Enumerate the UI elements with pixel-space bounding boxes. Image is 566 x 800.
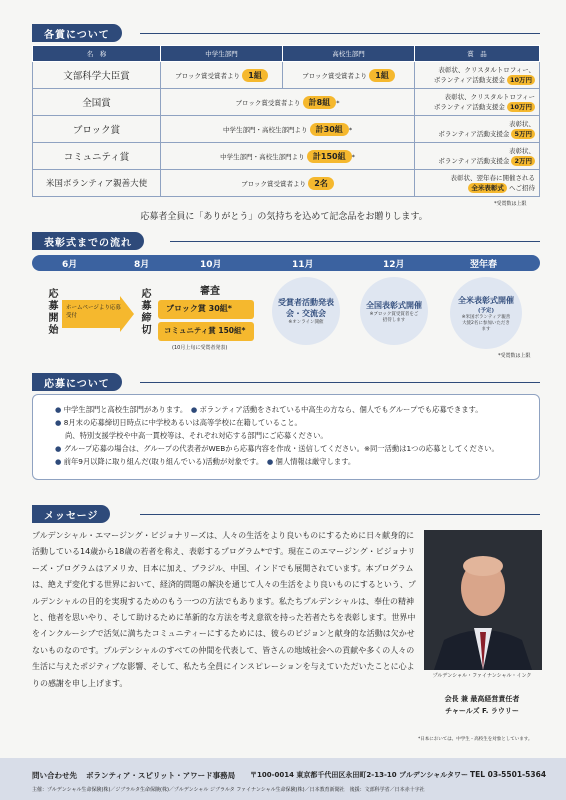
award-name: 文部科学大臣賞 xyxy=(33,62,161,89)
count-pill: 1組 xyxy=(369,69,395,82)
timeline-month: 翌年春 xyxy=(470,260,498,270)
arrow-tip xyxy=(120,296,134,332)
table-row xyxy=(33,143,540,170)
event-title: 全国表彰式開催 xyxy=(366,300,422,310)
prize-line: ボランティア活動支援金 xyxy=(438,157,510,165)
apply-section-title: 応募について xyxy=(32,373,122,391)
apply-line: ● 中学生部門と高校生部門があります。 ● ボランティア活動をされている中高生の方なら、個人でもグループでも応募できます。 xyxy=(55,405,483,414)
count-pill: 1組 xyxy=(242,69,268,82)
header-high: 高校生部門 xyxy=(283,46,415,62)
contact-office: ボランティア・スピリット・アワード事務局 xyxy=(86,771,236,780)
awards-footnote: *受賞数は上限 xyxy=(494,201,527,207)
money-pill: 2万円 xyxy=(511,156,535,166)
table-row xyxy=(33,170,540,197)
apply-text: 前年9月以降に取り組んだ(取り組んでいる)活動が対象です。 xyxy=(63,457,260,466)
apply-text: 個人情報は厳守します。 xyxy=(275,457,356,466)
cell-text: ブロック賞受賞者より xyxy=(241,179,307,188)
prize-line: ボランティア活動支援金 xyxy=(433,103,505,111)
contact-tel: TEL 03-5501-5364 xyxy=(470,770,547,779)
prize-line: 表彰状、 xyxy=(509,120,535,128)
review-community: コミュニティ賞 150組* xyxy=(164,326,246,335)
star-mark: * xyxy=(336,98,340,107)
contact-address: 〒100-0014 東京都千代田区永田町2-13-10 プルデンシャルタワー xyxy=(250,771,469,779)
awards-section-title: 各賞について xyxy=(32,24,122,42)
portrait-illustration xyxy=(424,530,542,670)
apply-start: 応募開始 xyxy=(46,288,57,336)
apply-line: 尚、特別支援学校や中高一貫校等は、それぞれ対応する部門にご応募ください。 xyxy=(65,431,328,440)
award-name: ブロック賞 xyxy=(33,116,161,143)
apply-line: ● グループ応募の場合は、グループの代表者がWEBから応募内容を作成・送信してください。※同一活動は1つの応募としてください。 xyxy=(55,444,499,453)
portrait-photo xyxy=(424,530,542,670)
footer xyxy=(0,758,566,800)
timeline-month: 8月 xyxy=(134,260,150,270)
event-note: ※ブロック賞受賞者をご招待します xyxy=(369,311,419,323)
header-junior: 中学生部門 xyxy=(161,46,283,62)
star-mark: * xyxy=(348,125,353,134)
table-row xyxy=(33,89,540,116)
event-note: ※オンライン開催 xyxy=(288,320,324,325)
section-divider xyxy=(170,241,540,242)
table-row xyxy=(33,116,540,143)
review-block: ブロック賞 30組* xyxy=(166,304,232,313)
apply-text: ボランティア活動をされている中高生の方なら、個人でもグループでも応募できます。 xyxy=(199,405,483,414)
prize-line: 表彰状、 xyxy=(509,147,535,155)
awards-table xyxy=(32,45,540,197)
cell-text: 中学生部門・高校生部門より xyxy=(220,152,305,161)
event-presentation xyxy=(272,277,340,345)
apply-text: 中学生部門と高校生部門があります。 xyxy=(63,405,184,414)
prize-line: 表彰状、クリスタルトロフィー xyxy=(444,93,535,101)
table-row xyxy=(33,62,540,89)
apply-box xyxy=(32,394,540,480)
review-label: 審査 xyxy=(200,286,220,297)
event-sub: (予定) xyxy=(477,307,495,314)
event-national xyxy=(360,277,428,345)
event-title: 受賞者活動発表会・交流会 xyxy=(278,298,334,318)
money-pill: 10万円 xyxy=(507,102,535,112)
table-header-row xyxy=(33,46,540,62)
apply-line: ● 8月末の応募締切日時点に中学校あるいは高等学校に在籍していること。 xyxy=(55,418,302,427)
count-pill: 計30組 xyxy=(310,123,349,136)
event-note: ※米国ボランティア親善大使2名に参加いただきます xyxy=(461,314,511,332)
flow-footnote: *受賞数は上限 xyxy=(498,353,531,359)
review-note: (10月上旬に受賞者発表) xyxy=(172,345,228,351)
prize-line: 表彰状、クリスタルトロフィー、 xyxy=(438,66,535,74)
section-divider xyxy=(140,33,540,34)
money-pill: 5万円 xyxy=(511,129,535,139)
count-pill: 計150組 xyxy=(307,150,352,163)
person-title: 会長 兼 最高経営責任者 xyxy=(444,695,520,703)
apply-text: 8月末の応募締切日時点に中学校あるいは高等学校に在籍していること。 xyxy=(63,418,302,427)
prize-line: 表彰状、翌年春に開催される xyxy=(450,174,535,182)
timeline-month: 11月 xyxy=(292,260,314,270)
star-mark: * xyxy=(351,152,355,161)
cell-text: ブロック賞受賞者より xyxy=(235,98,301,107)
event-title: 全米表彰式開催 xyxy=(458,295,514,305)
message-body: プルデンシャル・エマージング・ビジョナリーズは、人々の生活をより良いものにするために日々献身的に活動している14歳から18歳の若者を称え、表彰するプログラム*です。現在このエマージング・ビジョナリーズ・プログラムはアメリカ、日本に加え、ブラジル、中国、インドでも展開されています。本プログラムは、絶えず変化する世界において、経済的問題の解決を通じて人々の生活をより良いものにするという、プルデンシャルの目的を実現するためのもう一つの方法でもあります。私たちプルデンシャルは、奉仕の精神と、他者を思いやり、そして助けるために革新的な方法を考え意欲を持った若者たちを表彰します。世界中をインクルーシブで活気に満ちたコミュニティーにするためには、彼らのビジョンと献身的な活動は欠かせないものなのです。プルデンシャルのすべての仲間を代表して、皆さんの地域社会への貢献や多くの人々の生活に与えたポジティブな影響、そして、私たち全員にインスピレーションを与えていただいたことに心よりの感謝を申し上げます。 xyxy=(32,531,416,688)
homepage-note: ホームページより応募受付 xyxy=(66,305,121,319)
count-pill: 計8組 xyxy=(303,96,337,109)
commemorative-note: 応募者全員に「ありがとう」の気持ちを込めて記念品をお贈りします。 xyxy=(140,212,428,222)
timeline-month: 10月 xyxy=(200,260,222,270)
cell-text: ブロック賞受賞者より xyxy=(302,71,368,80)
apply-line: ● 前年9月以降に取り組んだ(取り組んでいる)活動が対象です。 ● 個人情報は厳守します。 xyxy=(55,457,356,466)
photo-caption: プルデンシャル・ファイナンシャル・インク xyxy=(432,673,532,679)
prize-line: ボランティア活動支援金 xyxy=(433,76,505,84)
apply-text: グループ応募の場合は、グループの代表者がWEBから応募内容を作成・送信してください。※同一活動は1つの応募としてください。 xyxy=(63,444,499,453)
count-pill: 2名 xyxy=(308,177,334,190)
cell-text: 中学生部門・高校生部門より xyxy=(222,125,308,134)
flow-section-title: 表彰式までの流れ xyxy=(32,232,144,250)
prize-line: ボランティア活動支援金 xyxy=(438,130,510,138)
award-name: コミュニティ賞 xyxy=(33,143,161,170)
section-divider xyxy=(140,514,540,515)
timeline-bar xyxy=(32,255,540,271)
cell-text: ブロック賞受賞者より xyxy=(175,71,241,80)
message-footnote: *日本においては、中学生・高校生を対象としています。 xyxy=(418,737,533,742)
message-section-title: メッセージ xyxy=(32,505,110,523)
person-name: チャールズ F. ラウリー xyxy=(445,707,519,715)
award-name: 米国ボランティア親善大使 xyxy=(33,170,161,197)
money-pill: 全米表彰式 xyxy=(468,183,507,193)
money-pill: 10万円 xyxy=(507,75,535,85)
timeline-month: 12月 xyxy=(383,260,405,270)
section-divider xyxy=(140,382,540,383)
sponsor-list: 主催：プルデンシャル生命保険(株)／ジブラルタ生命保険(株)／プルデンシャル ジブラルタ ファイナンシャル生命保険(株)／日本教育新聞社 後援：文部科学省／日本赤十字社 xyxy=(32,787,425,793)
event-us xyxy=(450,277,522,349)
prize-line: へご招待 xyxy=(509,184,535,192)
contact-label: 問い合わせ先 xyxy=(32,771,77,780)
award-name: 全国賞 xyxy=(33,89,161,116)
apply-deadline: 応募締切 xyxy=(139,288,150,336)
timeline-month: 6月 xyxy=(62,260,78,270)
header-prize: 賞 品 xyxy=(415,46,540,62)
header-name: 名 称 xyxy=(33,46,161,62)
